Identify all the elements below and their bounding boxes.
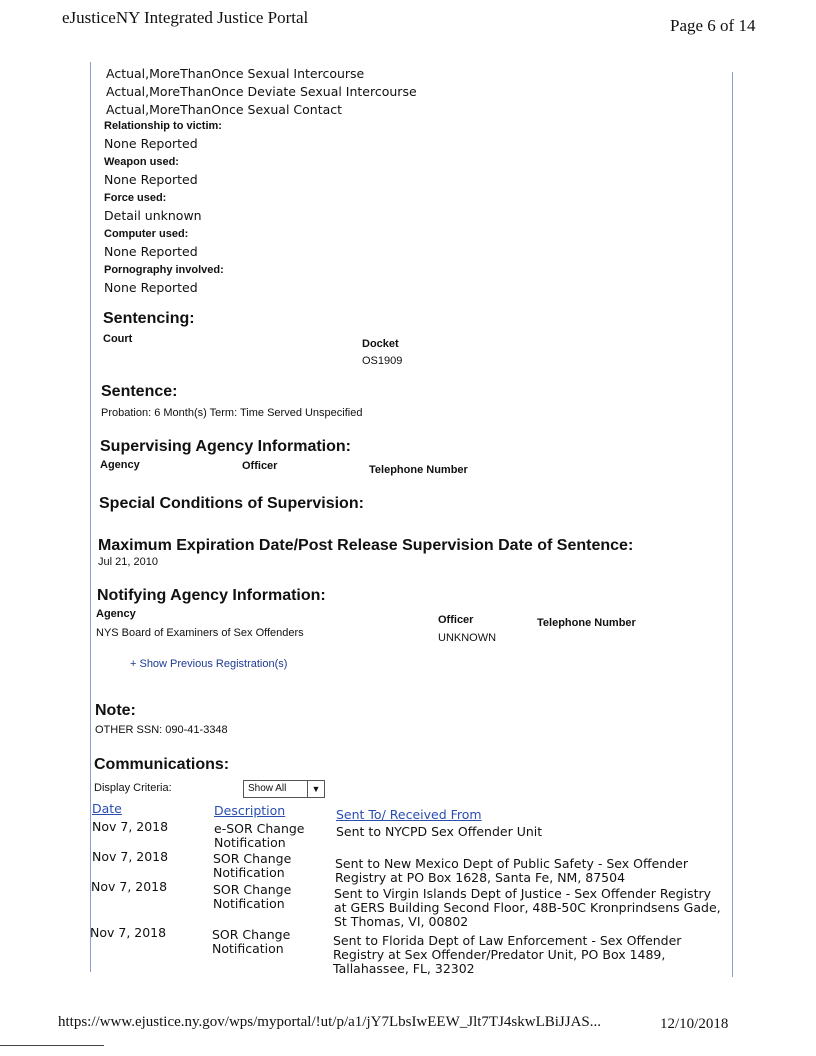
relationship-value: None Reported (104, 136, 198, 151)
crime-item: Actual,MoreThanOnce Sexual Contact (106, 102, 343, 117)
notifying-officer-label: Officer (438, 614, 474, 626)
pornography-value: None Reported (104, 280, 198, 295)
special-conditions-heading: Special Conditions of Supervision: (99, 495, 364, 512)
crime-item: Actual,MoreThanOnce Deviate Sexual Intercourse (106, 84, 417, 99)
supervising-heading: Supervising Agency Information: (100, 438, 351, 455)
footer-date: 12/10/2018 (660, 1016, 729, 1032)
sent-line: Sent to Florida Dept of Law Enforcement - Sex Offender (333, 933, 682, 948)
note-heading: Note: (95, 702, 136, 719)
communications-heading: Communications: (94, 756, 230, 773)
docket-value: OS1909 (362, 355, 403, 367)
sent-line: Sent to NYCPD Sex Offender Unit (336, 824, 543, 839)
desc-line: SOR Change (213, 882, 292, 897)
col-header-sent-to[interactable]: Sent To/ Received From (336, 807, 482, 822)
computer-value: None Reported (104, 244, 198, 259)
docket-label: Docket (362, 338, 399, 350)
portal-title: eJusticeNY Integrated Justice Portal (62, 8, 309, 27)
notifying-heading: Notifying Agency Information: (97, 587, 326, 604)
display-criteria-select[interactable] (243, 780, 325, 798)
sent-line: Registry at Sex Offender/Predator Unit, PO Box 1489, (333, 947, 666, 962)
comm-description (213, 852, 291, 880)
supervising-officer-label: Officer (242, 460, 278, 472)
comm-sent-to (333, 934, 681, 976)
desc-line: Notification (213, 896, 285, 911)
comm-date: Nov 7, 2018 (90, 925, 167, 940)
right-border (732, 72, 733, 977)
sentencing-heading: Sentencing: (103, 310, 195, 327)
col-header-description[interactable]: Description (214, 803, 286, 818)
force-value: Detail unknown (104, 208, 202, 223)
desc-line: Notification (213, 865, 285, 880)
comm-date: Nov 7, 2018 (92, 819, 169, 834)
sent-line: St Thomas, VI, 00802 (334, 914, 469, 929)
display-criteria-label: Display Criteria: (94, 782, 172, 794)
max-expiration-heading: Maximum Expiration Date/Post Release Supervision Date of Sentence: (98, 537, 634, 554)
notifying-agency-label: Agency (96, 608, 136, 620)
sent-line: Sent to New Mexico Dept of Public Safety - Sex Offender (335, 856, 688, 871)
sent-line: Tallahassee, FL, 32302 (333, 961, 475, 976)
computer-label: Computer used: (104, 228, 189, 240)
select-value: Show All (248, 783, 287, 794)
notifying-agency-value: NYS Board of Examiners of Sex Offenders (96, 627, 304, 639)
comm-description (212, 928, 290, 956)
desc-line: Notification (212, 941, 284, 956)
comm-sent-to (335, 857, 688, 885)
weapon-value: None Reported (104, 172, 198, 187)
supervising-phone-label: Telephone Number (369, 464, 468, 476)
show-previous-registrations-link[interactable]: + Show Previous Registration(s) (130, 658, 288, 670)
footer-rule (0, 1045, 104, 1046)
court-label: Court (103, 333, 133, 345)
desc-line: SOR Change (212, 927, 291, 942)
desc-line: e-SOR Change (214, 821, 305, 836)
force-label: Force used: (104, 192, 167, 204)
sentence-heading: Sentence: (101, 383, 178, 400)
relationship-label: Relationship to victim: (104, 120, 222, 132)
comm-sent-to (336, 825, 542, 839)
comm-description (214, 822, 305, 850)
sent-line: at GERS Building Second Floor, 48B-50C Kronprindsens Gade, (334, 900, 721, 915)
sentence-text: Probation: 6 Month(s) Term: Time Served Unspecified (101, 407, 363, 419)
supervising-agency-label: Agency (100, 459, 140, 471)
footer-url: https://www.ejustice.ny.gov/wps/myportal/!ut/p/a1/jY7LbsIwEEW_Jlt7TJ4skwLBiJJAS... (58, 1014, 602, 1030)
left-border (90, 62, 91, 972)
sent-line: Sent to Virgin Islands Dept of Justice - Sex Offender Registry (334, 886, 712, 901)
crime-item: Actual,MoreThanOnce Sexual Intercourse (106, 66, 365, 81)
sent-line: Registry at PO Box 1628, Santa Fe, NM, 87504 (335, 870, 626, 885)
comm-date: Nov 7, 2018 (92, 849, 169, 864)
comm-date: Nov 7, 2018 (91, 879, 168, 894)
comm-description (213, 883, 291, 911)
crime-list (106, 65, 417, 119)
notifying-officer-value: UNKNOWN (438, 632, 497, 644)
pornography-label: Pornography involved: (104, 264, 224, 276)
weapon-label: Weapon used: (104, 156, 179, 168)
offense-details (104, 117, 224, 297)
max-expiration-date: Jul 21, 2010 (98, 556, 158, 568)
comm-sent-to (334, 887, 721, 929)
note-text: OTHER SSN: 090-41-3348 (95, 724, 228, 736)
chevron-down-icon: ▼ (307, 781, 324, 797)
page-number: Page 6 of 14 (670, 16, 756, 35)
notifying-phone-label: Telephone Number (537, 617, 636, 629)
col-header-date[interactable]: Date (92, 801, 122, 816)
desc-line: Notification (214, 835, 286, 850)
desc-line: SOR Change (213, 851, 292, 866)
